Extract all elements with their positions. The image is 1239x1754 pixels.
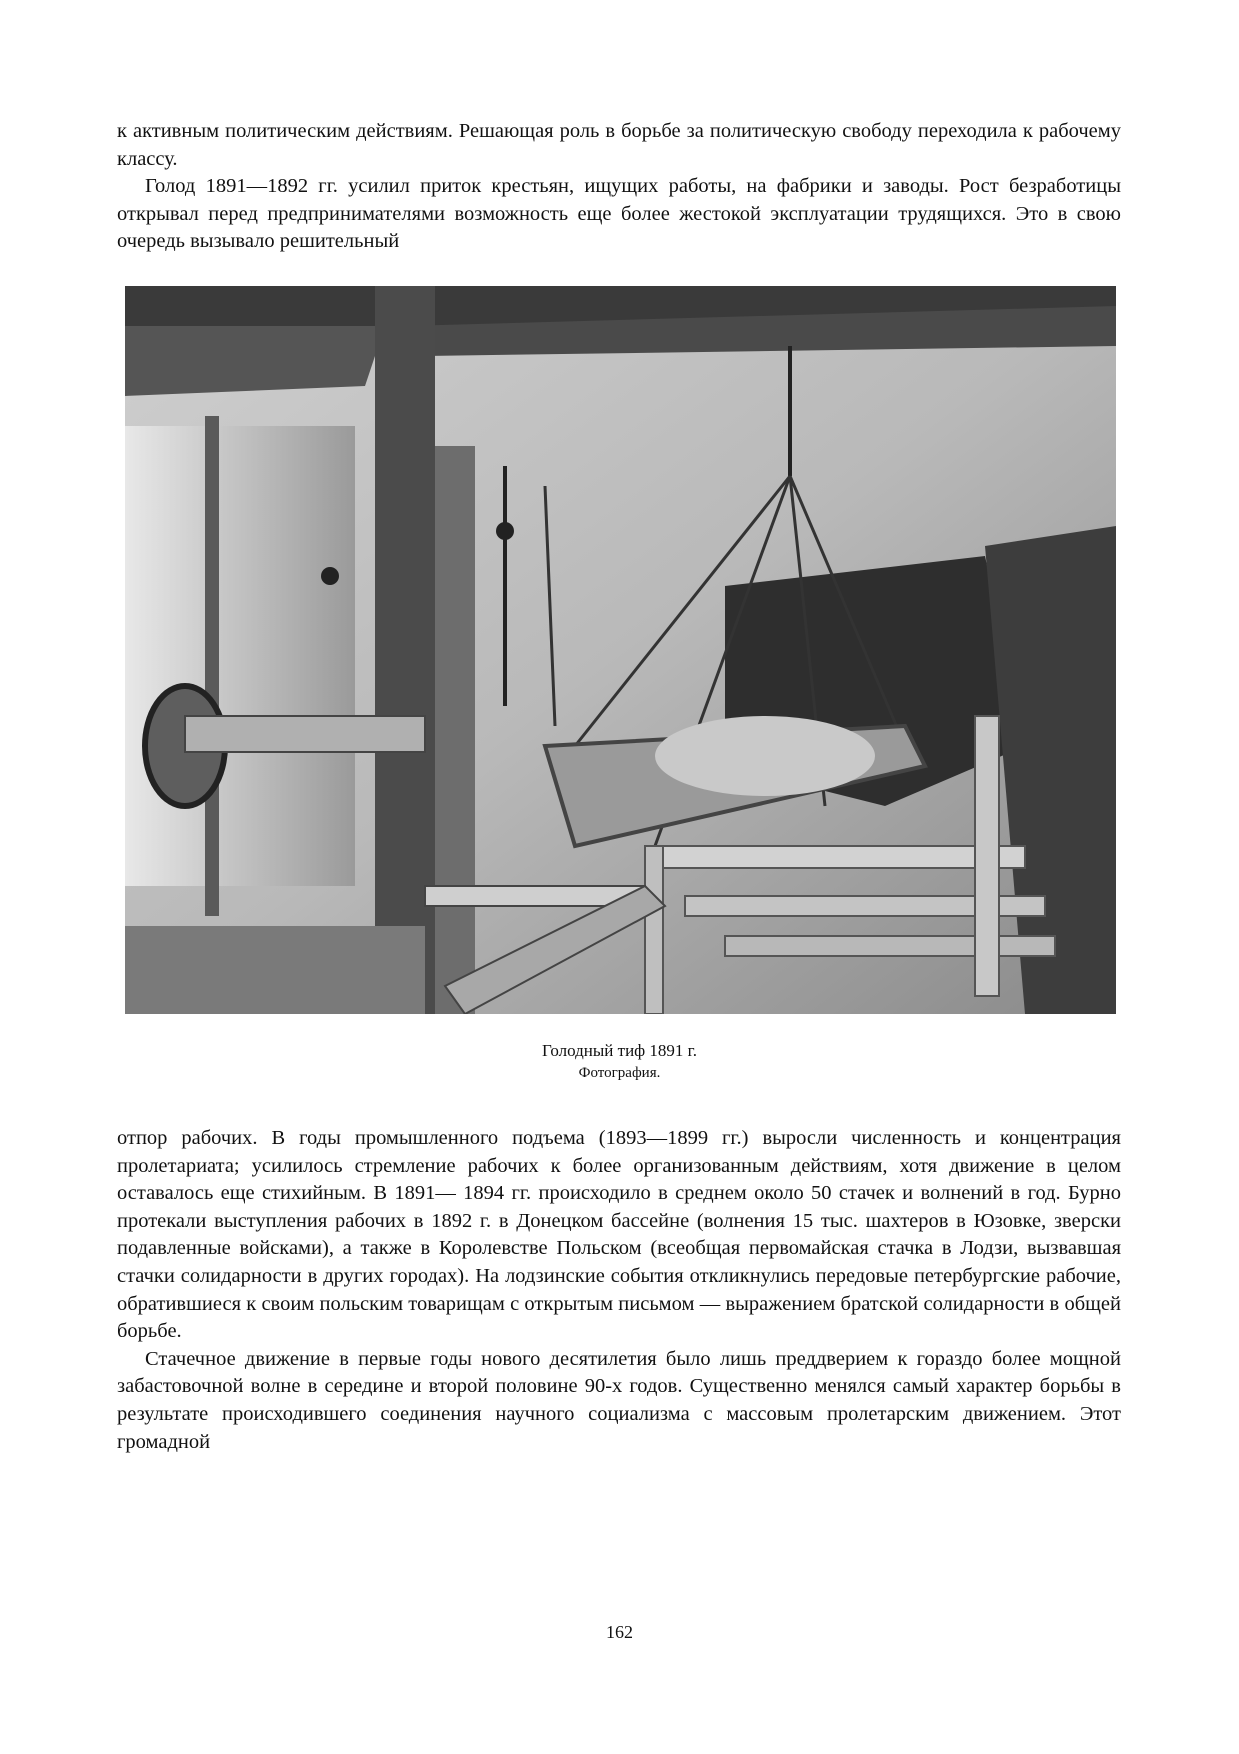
paragraph: к активным политическим действиям. Решающая роль в борьбе за политическую свободу переходила к рабочему классу. (117, 120, 1121, 170)
paragraph: отпор рабочих. В годы промышленного подъема (1893—1899 гг.) выросли численность и концентрация пролетариата; усилилось стремление рабочих к более организованным действиям, хотя движение в целом оставалось еще стихийным. В 1891— 1894 гг. происходило в среднем около 50 стачек и волнений в год. Бурно протекали выступления рабочих в 1892 г. в Донецком бассейне (волнения 15 тыс. шахтеров в Юзовке, зверски подавленные войсками), а также в Королевстве Польском (всеобщая первомайская стачка в Лодзи, вызвавшая стачки солидарности в других городах). На лодзинские события откликнулись передовые петербургские рабочие, обратившиеся к своим польским товарищам с открытым письмом — выражением братской солидарности в общей борьбе. (117, 1127, 1121, 1343)
bottom-text-block (117, 1125, 1121, 1456)
top-text-block (117, 118, 1121, 256)
photo-illustration (125, 286, 1116, 1014)
paragraph: Стачечное движение в первые годы нового десятилетия было лишь преддверием к гораздо более мощной забастовочной волне в середине и второй половине 90-х годов. Существенно менялся самый характер борьбы в результате происходившего соединения научного социализма с массовым пролетарским движением. Этот громадной (117, 1347, 1121, 1453)
paragraph: Голод 1891—1892 гг. усилил приток крестьян, ищущих работы, на фабрики и заводы. Рост безработицы открывал перед предпринимателями возможность еще более жестокой эксплуатации трудящихся. Это в свою очередь вызывало решительный (117, 175, 1121, 253)
photograph (125, 286, 1116, 1014)
figure-caption-subtitle: Фотография. (578, 1065, 661, 1081)
page-number: 162 (606, 1622, 633, 1642)
figure-caption-title: Голодный тиф 1891 г. (542, 1041, 697, 1060)
